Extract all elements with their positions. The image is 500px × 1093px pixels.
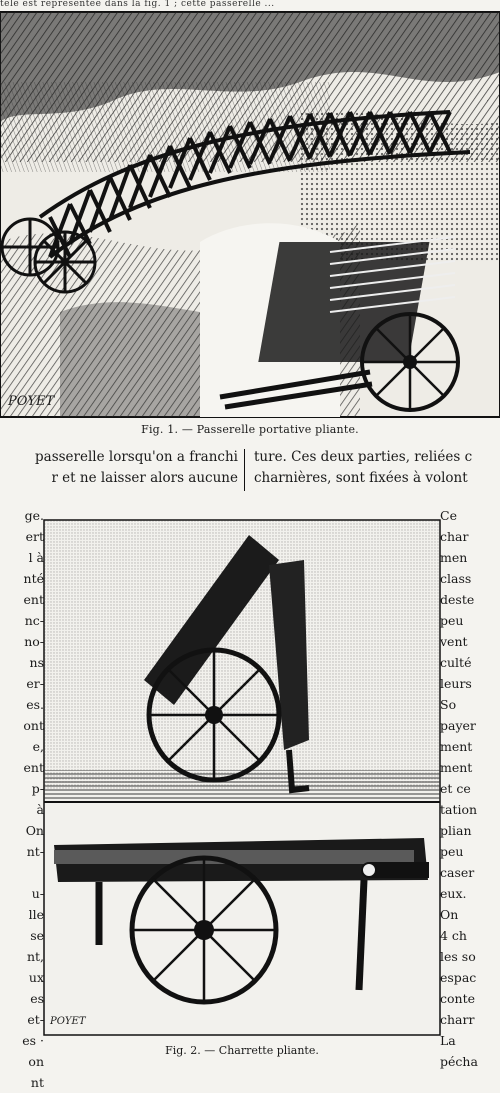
text-fragment: Ce xyxy=(440,508,457,523)
figure-2-folding-cart-engraving xyxy=(44,520,440,1035)
text-fragment: ux xyxy=(28,970,44,985)
text-fragment: les so xyxy=(440,949,476,964)
text-fragment: nté xyxy=(23,571,44,586)
text-fragment: nt- xyxy=(26,844,44,859)
figure-1-signature: POYET xyxy=(8,394,55,409)
right-column-text xyxy=(254,447,500,489)
text-fragment: es xyxy=(30,991,44,1006)
two-column-text-row xyxy=(0,447,500,499)
text-fragment: class xyxy=(440,571,472,586)
left-column-fragments xyxy=(0,505,44,1090)
text-fragment: ent xyxy=(23,592,44,607)
text-fragment: ment xyxy=(440,739,473,754)
text-fragment: pécha xyxy=(440,1054,478,1069)
text-fragment: culté xyxy=(440,655,472,670)
text-fragment: charr xyxy=(440,1012,475,1027)
text-line: passerelle lorsqu'on a franchi xyxy=(35,449,238,465)
text-fragment: no- xyxy=(24,634,44,649)
figure-2-caption: Fig. 2. — Charrette pliante. xyxy=(165,1044,319,1057)
text-fragment: On xyxy=(440,907,459,922)
text-fragment: leurs xyxy=(440,676,472,691)
text-fragment: eux. xyxy=(440,886,467,901)
text-fragment: payer xyxy=(440,718,476,733)
text-fragment: men xyxy=(440,550,468,565)
text-fragment: es. xyxy=(26,697,44,712)
text-fragment: char xyxy=(440,529,469,544)
text-fragment xyxy=(0,862,44,883)
text-line: charnières, sont fixées à volont xyxy=(254,470,468,486)
text-fragment: ont xyxy=(23,718,44,733)
text-fragment: l à xyxy=(28,550,44,565)
text-fragment: à xyxy=(36,802,44,817)
text-fragment: So xyxy=(440,697,457,712)
left-column-text xyxy=(0,447,244,489)
text-fragment: et ce xyxy=(440,781,471,796)
text-fragment: espac xyxy=(440,970,477,985)
text-fragment: es · xyxy=(22,1033,44,1048)
text-fragment: ent xyxy=(23,760,44,775)
figure-1-caption: Fig. 1. — Passerelle portative pliante. xyxy=(141,423,359,436)
text-fragment: er- xyxy=(26,676,44,691)
text-fragment: p- xyxy=(31,781,44,796)
figure-2-signature: POYET xyxy=(50,1016,86,1027)
text-fragment: tation xyxy=(440,802,478,817)
top-text-strip: tele est représentée dans la fig. 1 ; cette passerelle ... xyxy=(0,0,275,9)
text-fragment: ment xyxy=(440,760,473,775)
text-fragment: La xyxy=(440,1033,456,1048)
text-fragment: e, xyxy=(32,739,44,754)
text-fragment: On xyxy=(25,823,44,838)
text-fragment: 4 ch xyxy=(440,928,467,943)
text-fragment: deste xyxy=(440,592,475,607)
text-fragment: nt xyxy=(30,1075,44,1090)
text-line: ture. Ces deux parties, reliées c xyxy=(254,449,473,465)
text-fragment: conte xyxy=(440,991,475,1006)
text-fragment: vent xyxy=(440,634,468,649)
text-fragment: nt, xyxy=(26,949,44,964)
text-fragment: plian xyxy=(440,823,472,838)
figure-1-folding-bridge-engraving xyxy=(0,12,500,417)
column-separator xyxy=(244,449,245,491)
text-fragment: se xyxy=(30,928,44,943)
text-fragment: peu xyxy=(440,844,464,859)
text-fragment: on xyxy=(28,1054,44,1069)
text-fragment: nc- xyxy=(24,613,44,628)
text-fragment: et- xyxy=(27,1012,44,1027)
text-line: r et ne laisser alors aucune xyxy=(51,470,238,486)
text-fragment: lle xyxy=(28,907,44,922)
text-fragment: peu xyxy=(440,613,464,628)
text-fragment: ns xyxy=(29,655,44,670)
text-fragment: caser xyxy=(440,865,475,880)
text-fragment: u- xyxy=(31,886,44,901)
right-column-fragments xyxy=(440,505,500,1082)
text-fragment: ert xyxy=(25,529,44,544)
text-fragment: ge. xyxy=(24,508,44,523)
